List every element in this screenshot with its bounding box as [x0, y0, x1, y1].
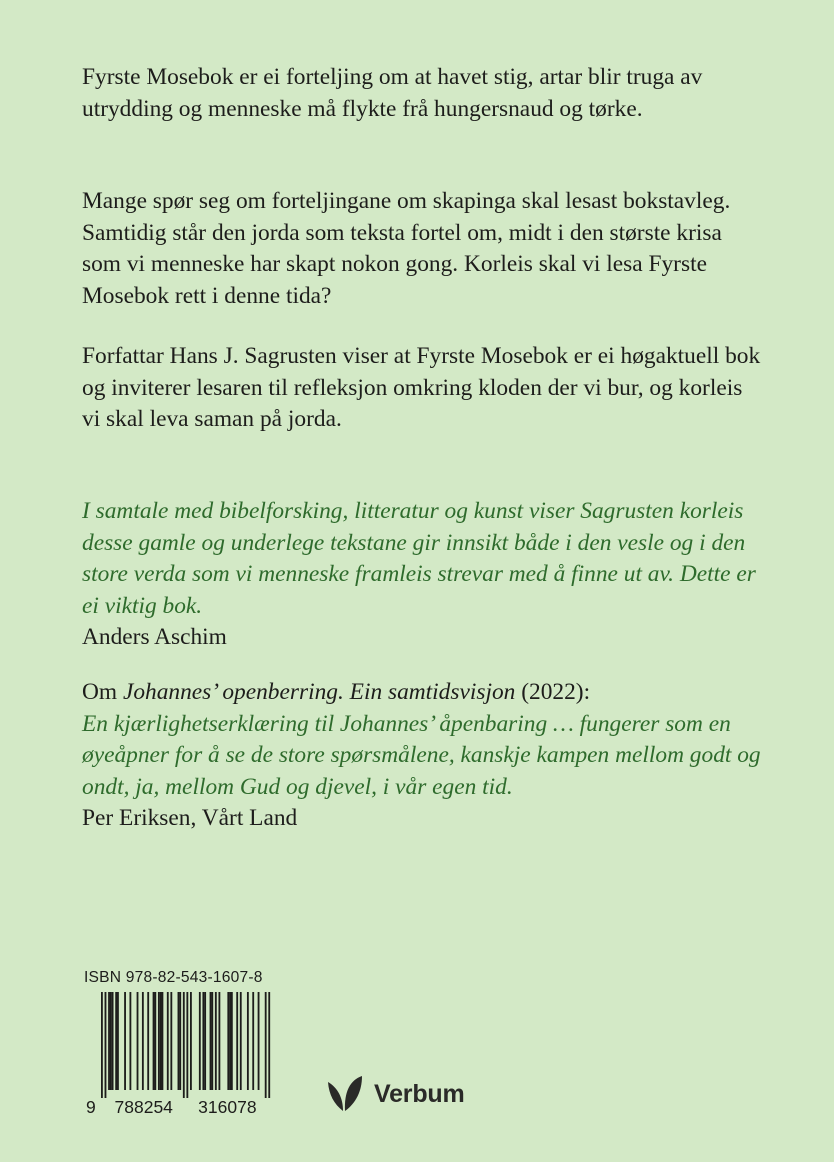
barcode-bar: [117, 992, 119, 1090]
review-1: [82, 496, 762, 654]
isbn-label: ISBN 978-82-543-1607-8: [84, 969, 263, 986]
barcode-bar: [160, 992, 162, 1090]
barcode-bar: [265, 992, 267, 1098]
barcode-bar: [210, 992, 212, 1090]
barcode-bar: [179, 992, 181, 1090]
barcode-bar: [108, 992, 110, 1090]
review-1-quote: I samtale med bibelforsking, litteratur og kunst viser Sagrusten korleis desse gamle og underlege tekstane gir innsikt både i den vesle og i den store verda som vi menneske framleis strevar med å finne ut av. Dette er ei viktig bok.: [82, 498, 756, 619]
barcode-bar: [199, 992, 201, 1090]
leaf-icon: [326, 1074, 364, 1114]
barcode-bar: [215, 992, 217, 1090]
barcode-bar: [115, 992, 117, 1090]
publisher-logo: [326, 1074, 465, 1114]
barcode-bar: [183, 992, 185, 1098]
barcode-bar: [211, 992, 213, 1090]
description-text-2: Mange spør seg om forteljingane om skapinga skal lesast bokstavleg. Samtidig står den jorda som teksta fortel om, midt i den største krisa som vi menneske har skapt nokon gong. Korleis skal vi lesa Fyrste Mosebok rett i denne tida?: [82, 188, 731, 309]
barcode-bar: [240, 992, 242, 1090]
review-2-author: Per Eriksen, Vårt Land: [82, 805, 298, 831]
description-text-3: Forfattar Hans J. Sagrusten viser at Fyrste Mosebok er ei høgaktuell bok og inviterer lesaren til refleksjon omkring kloden der vi bur, og korleis vi skal leva saman på jorda.: [82, 343, 761, 432]
publisher-name: Verbum: [374, 1079, 465, 1108]
review-2-intro-suffix: (2022):: [515, 679, 591, 705]
barcode-bar: [153, 992, 155, 1090]
barcode-bar: [170, 992, 172, 1090]
barcode-bar: [167, 992, 169, 1090]
barcode-bar: [137, 992, 139, 1090]
barcode-digit-group: 788254: [114, 1097, 173, 1117]
barcode-bar: [258, 992, 260, 1090]
barcode-bar: [202, 992, 204, 1090]
barcode-digits: [86, 1097, 257, 1117]
barcode: [84, 992, 280, 1118]
barcode-digit-group: 316078: [198, 1097, 257, 1117]
barcode-bar: [231, 992, 233, 1090]
barcode-bar: [247, 992, 249, 1090]
description-paragraph-2: [82, 186, 762, 312]
description-text-1: Fyrste Mosebok er ei forteljing om at havet stig, artar blir truga av utrydding og menneske må flykte frå hungersnaud og tørke.: [82, 64, 703, 122]
review-2-intro-prefix: Om: [82, 679, 123, 705]
barcode-bar: [142, 992, 144, 1090]
barcode-bar: [112, 992, 114, 1090]
barcode-bar: [252, 992, 254, 1090]
barcode-bar: [227, 992, 229, 1090]
review-2-intro: [82, 677, 762, 709]
barcode-bar: [124, 992, 126, 1090]
barcode-bar: [105, 992, 107, 1098]
barcode-bar: [236, 992, 238, 1090]
barcode-bars: [101, 992, 270, 1098]
description-paragraph-1: [82, 62, 762, 125]
barcode-bar: [178, 992, 180, 1090]
barcode-bar: [158, 992, 160, 1090]
barcode-bar: [186, 992, 188, 1098]
barcode-bar: [190, 992, 192, 1090]
review-2-book-title: Johannes’ openberring. Ein samtidsvisjon: [122, 679, 516, 705]
barcode-bar: [218, 992, 220, 1090]
barcode-bar: [204, 992, 206, 1090]
barcode-bar: [162, 992, 164, 1090]
barcode-bar: [154, 992, 156, 1090]
description-paragraph-3: [82, 341, 762, 436]
barcode-digit-group: 9: [86, 1097, 96, 1117]
review-2: [82, 677, 762, 835]
barcode-bar: [110, 992, 112, 1090]
barcode-bar: [129, 992, 131, 1090]
review-1-author: Anders Aschim: [82, 624, 227, 650]
barcode-bar: [147, 992, 149, 1090]
barcode-bar: [229, 992, 231, 1090]
barcode-bar: [101, 992, 103, 1098]
barcode-bar: [268, 992, 270, 1098]
review-2-quote: En kjærlighetserklæring til Johannes’ åpenbaring … fungerer som en øyeåpner for å se de store spørsmålene, kanskje kampen mellom godt og ondt, ja, mellom Gud og djevel, i vår egen tid.: [82, 710, 761, 800]
